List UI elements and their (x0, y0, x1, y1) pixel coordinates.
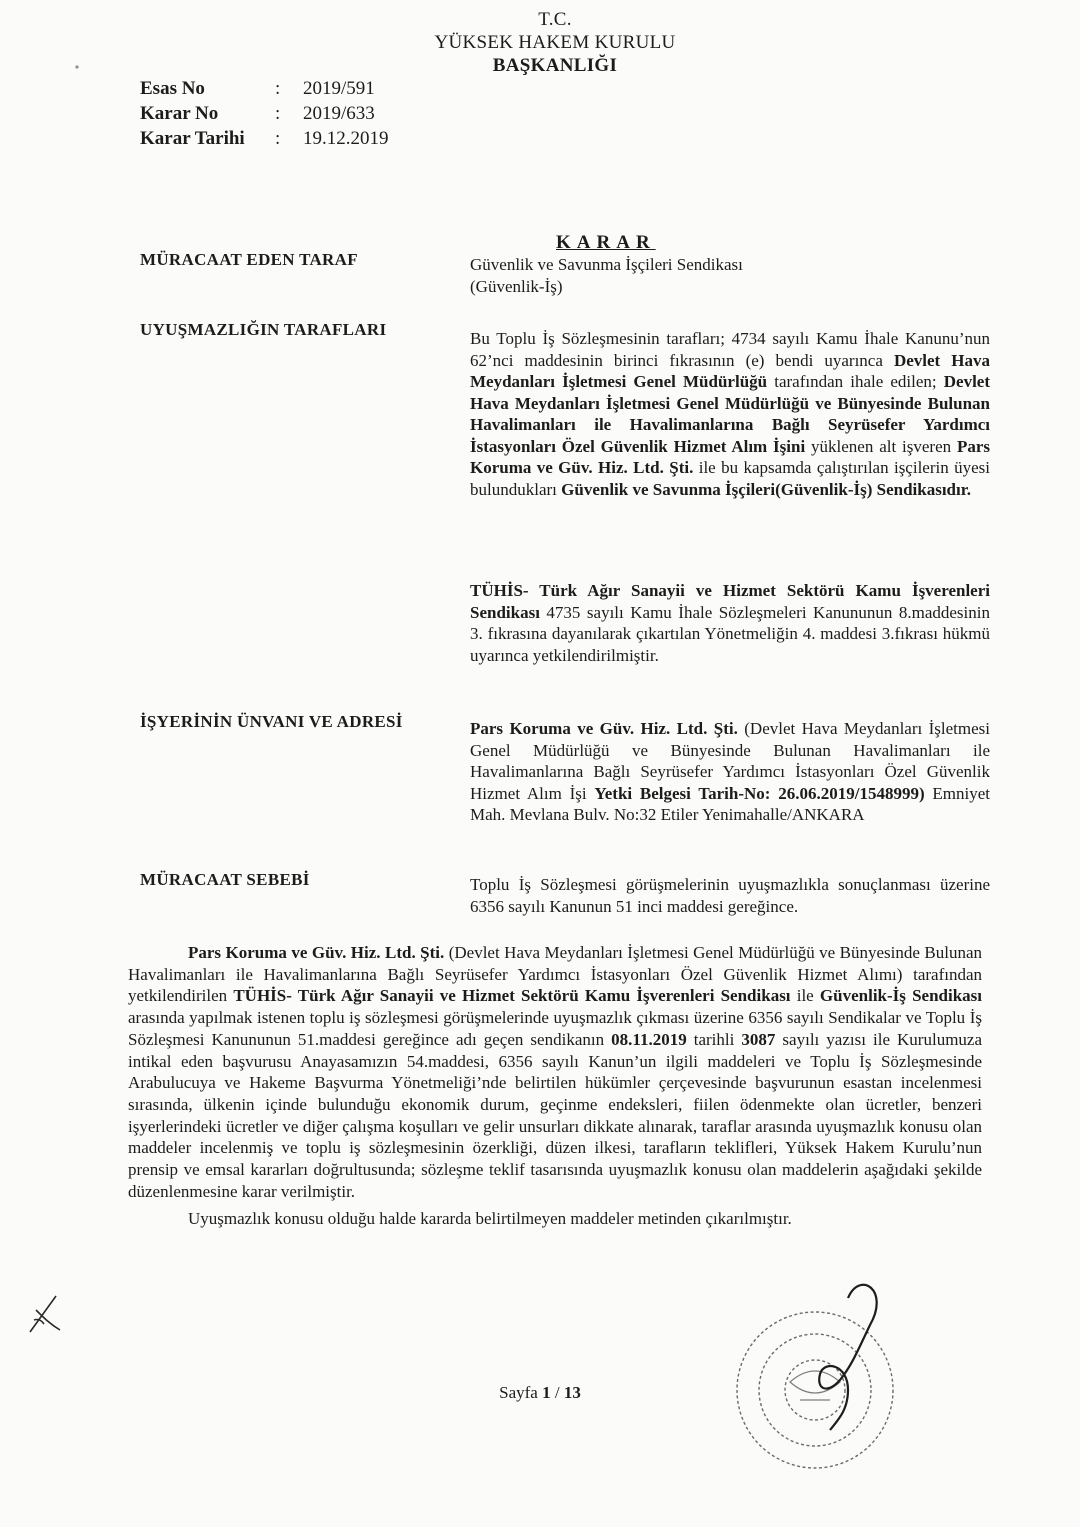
parties-paragraph-1 (470, 328, 990, 500)
esas-row (140, 76, 389, 101)
body-bold: 08.11.2019 (611, 1029, 687, 1049)
decision-body (128, 942, 982, 1230)
karar-tarihi-row (140, 126, 389, 151)
workplace-label: İŞYERİNİN ÜNVANI VE ADRESİ (140, 712, 403, 731)
workplace-bold: Yetki Belgesi Tarih-No: 26.06.2019/1548999) (594, 783, 925, 803)
parties-p2-bold: TÜHİS- Türk Ağır Sanayii ve Hizmet Sektörü Kamu İşverenleri Sendikası (470, 581, 990, 622)
reason-paragraph: Toplu İş Sözleşmesi görüşmelerinin uyuşmazlıkla sonuçlanması üzerine 6356 sayılı Kanunun 51 inci maddesi gereğince. (470, 875, 990, 916)
body-text-part: arasında yapılmak istenen toplu iş sözleşmesi görüşmelerinde uyuşmazlık çıkması üzerine 6356 sayılı Sendikalar ve Toplu İş Sözleşmesi Kanununun 51.maddesi gereğince adı geçen sendikanın (128, 1008, 982, 1049)
body-text-part: tarihli (686, 1029, 742, 1049)
workplace-text-part: (Devlet Hava Meydanları İşletmesi Genel Müdürlüğü ve Bünyesinde Bulunan Havalimanları ile Havalimanlarına Bağlı Seyrüsefer Yardımcı İstasyonları Özel Güvenlik Hizmet Alım İşi (470, 719, 991, 803)
page-total: 13 (563, 1383, 581, 1402)
workplace-text-part: Emniyet Mah. Mevlana Bulv. No:32 Etiler Yenimahalle/ANKARA (470, 783, 990, 824)
reason-label: MÜRACAAT SEBEBİ (140, 870, 310, 889)
karar-no-label: Karar No (140, 103, 219, 124)
parties-p1-text: Bu Toplu İş Sözleşmesinin tarafları; 4734 sayılı Kamu İhale Kanunu’nun 62’nci maddesinin birinci fıkrasının (e) bendi uyarınca (470, 329, 990, 370)
decision-title: KARAR (556, 232, 656, 253)
applicant-text (470, 254, 990, 297)
parties-p2-text: 4735 sayılı Kamu İhale Sözleşmeleri Kanununun 8.maddesinin 3. fıkrasına dayanılarak çıkartılan Yönetmeliğin 4. maddesi 3.fıkrası hükmü uyarınca yetkilendirilmiştir. (470, 602, 990, 665)
parties-p1-text: ile bu kapsamda çalıştırılan işçilerin üyesi bulundukları (470, 458, 990, 499)
workplace-text (470, 718, 990, 826)
parties-text-2 (470, 580, 990, 666)
body-paragraph-1 (128, 942, 982, 1202)
parties-p1-bold: Pars Koruma ve Güv. Hiz. Ltd. Şti. (470, 436, 990, 477)
karar-tarihi-value: 19.12.2019 (303, 128, 389, 149)
applicant-label: MÜRACAAT EDEN TARAF (140, 250, 358, 269)
parties-p1-bold: Güvenlik ve Savunma İşçileri(Güvenlik-İş) Sendikasıdır. (561, 479, 971, 499)
page-separator: / (550, 1383, 564, 1402)
header-tc: T.C. (538, 9, 572, 30)
official-seal-icon (720, 1270, 910, 1480)
reason-text (470, 874, 990, 917)
handwritten-mark-icon (26, 1290, 66, 1340)
parties-paragraph-2 (470, 580, 990, 666)
parties-p1-bold: Devlet Hava Meydanları İşletmesi Genel Müdürlüğü ve Bünyesinde Bulunan Havalimanları ile Havalimanlarına Bağlı Seyrüsefer Yardımcı İstasyonları Özel Güvenlik Hizmet Alım İşini (470, 372, 991, 456)
body-bold: Pars Koruma ve Güv. Hiz. Ltd. Şti. (188, 943, 445, 962)
parties-p1-text: yüklenen alt işveren (805, 436, 957, 456)
ink-speck (74, 64, 80, 70)
parties-p1-text: tarafından ihale edilen; (767, 372, 944, 391)
header-presidency: BAŞKANLIĞI (492, 55, 618, 76)
parties-p1-bold: Devlet Hava Meydanları İşletmesi Genel Müdürlüğü (470, 350, 990, 391)
applicant-line-1: Güvenlik ve Savunma İşçileri Sendikası (470, 255, 743, 274)
workplace-paragraph (470, 718, 990, 826)
karar-no-row (140, 101, 389, 126)
body-text-part: (Devlet Hava Meydanları İşletmesi Genel Müdürlüğü ve Bünyesinde Bulunan Havalimanları ile Havalimanlarına Bağlı Seyrüsefer Yardımcı İstasyonları Özel Güvenlik Hizmet Alımı) tarafından yetkilendirilen (128, 943, 982, 1006)
workplace-bold: Pars Koruma ve Güv. Hiz. Ltd. Şti. (470, 719, 738, 738)
separator: : (275, 78, 281, 99)
page-prefix: Sayfa (499, 1383, 543, 1402)
header-institution: YÜKSEK HAKEM KURULU (434, 32, 676, 53)
document-header (400, 8, 710, 77)
karar-tarihi-label: Karar Tarihi (140, 128, 245, 149)
separator: : (275, 103, 281, 124)
parties-label: UYUŞMAZLIĞIN TARAFLARI (140, 320, 387, 339)
esas-label: Esas No (140, 78, 205, 99)
page-current: 1 (542, 1383, 551, 1402)
body-text-part: sayılı yazısı ile Kurulumuza intikal eden başvurusu Anayasamızın 54.maddesi, 6356 sayılı Kanun’un ilgili maddeleri ve Toplu İş Sözleşmesinde Arabulucuya ve Hakeme Başvurma Yönetmeliği’nde belirtilen hükümler çerçevesinde başvurunun esastan incelenmesi sırasında, ülkenin içinde bulunduğu ekonomik durum, geçinme endeksleri, fiilen ödenmekte olan ücretler, benzeri işyerlerindeki ücretler ve diğer çalışma koşulları ve gelir unsurları dikkate alınarak, taraflar arasında uyuşmazlık konusu olan maddeler incelenmiş ve toplu iş sözleşmesinin özerkliği, düzen ilkesi, tarafların teklifleri, Yüksek Hakem Kurulu’nun prensip ve emsal kararları doğrultusunda; sözleşme teklif tasarısında uyuşmazlık konusu olan maddelerin aşağıdaki şekilde düzenlenmesine karar verilmiştir. (128, 1029, 983, 1201)
esas-value: 2019/591 (303, 78, 375, 99)
separator: : (275, 128, 281, 149)
body-bold: 3087 (741, 1029, 776, 1049)
case-info (140, 76, 389, 151)
body-bold: TÜHİS- Türk Ağır Sanayii ve Hizmet Sektörü Kamu İşverenleri Sendikası (233, 986, 791, 1006)
page-number (0, 1383, 1080, 1403)
karar-no-value: 2019/633 (303, 103, 375, 124)
applicant-line-2: (Güvenlik-İş) (470, 276, 563, 296)
body-paragraph-2: Uyuşmazlık konusu olduğu halde kararda belirtilmeyen maddeler metinden çıkarılmıştır. (188, 1209, 792, 1229)
parties-text (470, 328, 990, 500)
body-text-part: ile (790, 986, 820, 1006)
body-bold: Güvenlik-İş Sendikası (819, 986, 983, 1006)
